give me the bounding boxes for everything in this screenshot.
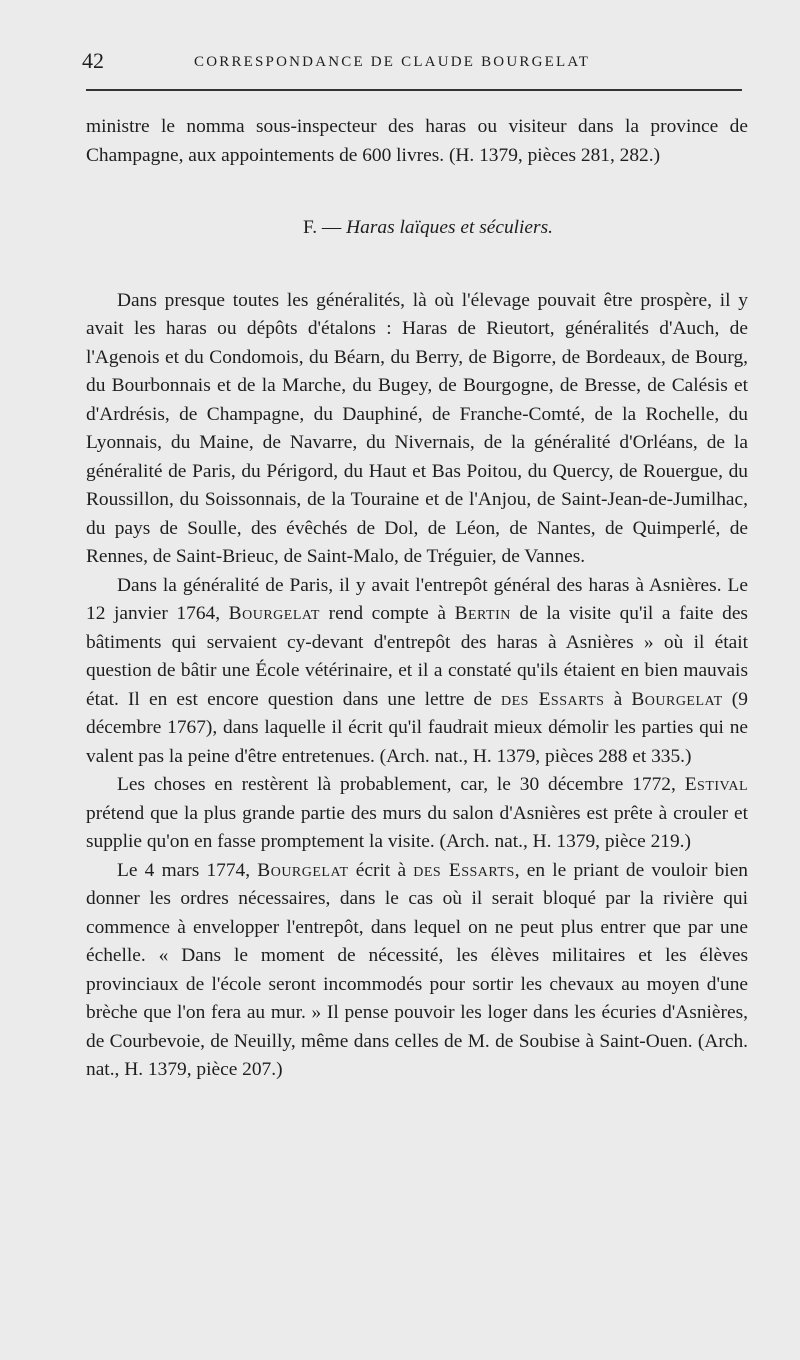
header-rule bbox=[86, 89, 742, 91]
section-label: F. — bbox=[303, 217, 347, 238]
paragraph bbox=[86, 857, 748, 1085]
text-run: Le 4 mars 1774, bbox=[117, 859, 258, 881]
text-run: écrit à bbox=[348, 859, 414, 881]
page-header bbox=[82, 48, 750, 78]
person-name: des Essarts bbox=[413, 859, 515, 881]
text-run: rend compte à bbox=[320, 603, 455, 624]
running-title: CORRESPONDANCE DE CLAUDE BOURGELAT bbox=[194, 54, 591, 70]
person-name: Bertin bbox=[454, 603, 511, 624]
person-name: Bourgelat bbox=[631, 688, 723, 710]
person-name: des Essarts bbox=[500, 688, 605, 710]
page-number: 42 bbox=[82, 48, 104, 73]
person-name: Bourgelat bbox=[257, 859, 349, 881]
text-run: prétend que la plus grande partie des murs du salon d'Asnières est prête à crouler et supplie qu'on en fasse promptement la visite. (Arch. nat., H. 1379, pièce 219.) bbox=[86, 802, 748, 852]
paragraph-text: Dans presque toutes les généralités, là où l'élevage pouvait être prospère, il y avait les haras ou dépôts d'étalons : Haras de Rieutort, généralités d'Auch, de l'Agenois et du Condomois, du Béarn, du Berry, de Bigorre, de Bordeaux, de Bourg, du Bourbonnais et de la Marche, du Bugey, de Bourgogne, de Bresse, de Calésis et d'Ardrésis, de Champagne, du Dauphiné, de Franche-Comté, de la Rochelle, du Lyonnais, du Maine, de Navarre, du Nivernais, de la généralité d'Orléans, de la généralité de Paris, du Périgord, du Haut et Bas Poitou, du Quercy, de Rouergue, du Roussillon, du Soissonnais, de la Touraine et de l'Anjou, de Saint-Jean-de-Jumilhac, du pays de Soulle, des évêchés de Dol, de Léon, de Nantes, de Quimperlé, de Rennes, de Saint-Brieuc, de Saint-Malo, de Tréguier, de Vannes. bbox=[86, 289, 748, 567]
text-run: Dans la généralité de Paris, il y avait l'entrepôt général des haras à Asnières. Le 12 janvier 1764, bbox=[86, 574, 748, 624]
person-name: Bourgelat bbox=[228, 603, 320, 624]
text-run: (9 décembre 1767), dans laquelle il écrit qu'il faudrait mieux démolir les parties qui ne valent pas la peine d'être entretenues. (Arch. nat., H. 1379, pièces 288 et 335.) bbox=[86, 688, 748, 767]
paragraph bbox=[86, 287, 748, 572]
text-run: Les choses en restèrent là probablement, car, le 30 décembre 1772, bbox=[117, 774, 685, 795]
paragraph bbox=[86, 572, 748, 772]
text-run: , en le priant de vouloir bien donner les ordres nécessaires, dans le cas où il serait bloqué par la rivière qui commence à envelopper l'entrepôt, dans lequel on ne peut plus entrer que par une échelle. « Dans le moment de nécessité, les élèves militaires et les élèves provinciaux de l'école seront incommodés pour sortir les chevaux au moyen d'une brèche que l'on fera au mur. » Il pense pouvoir les loger dans les écuries d'Asnières, de Courbevoie, de Neuilly, même dans celles de M. de Soubise à Saint-Ouen. (Arch. nat., H. 1379, pièce 207.) bbox=[86, 859, 748, 1080]
text-run: de la visite qu'il a faite des bâtiments qui servaient cy-devant d'entrepôt des haras à Asnières » où il était question de bâtir une École vétérinaire, et il a constaté qu'ils étaient en bien mauvais état. Il en est encore question dans une lettre de bbox=[86, 603, 748, 710]
text-run: à bbox=[604, 688, 632, 710]
body-text bbox=[86, 113, 748, 1085]
section-heading bbox=[86, 214, 748, 243]
person-name: Estival bbox=[684, 774, 748, 795]
paragraph bbox=[86, 113, 748, 170]
paragraph bbox=[86, 771, 748, 857]
paragraph-text: ministre le nomma sous-inspecteur des haras ou visiteur dans la province de Champagne, aux appointements de 600 livres. (H. 1379, pièces 281, 282.) bbox=[86, 116, 748, 166]
section-title: Haras laïques et séculiers. bbox=[346, 217, 553, 238]
